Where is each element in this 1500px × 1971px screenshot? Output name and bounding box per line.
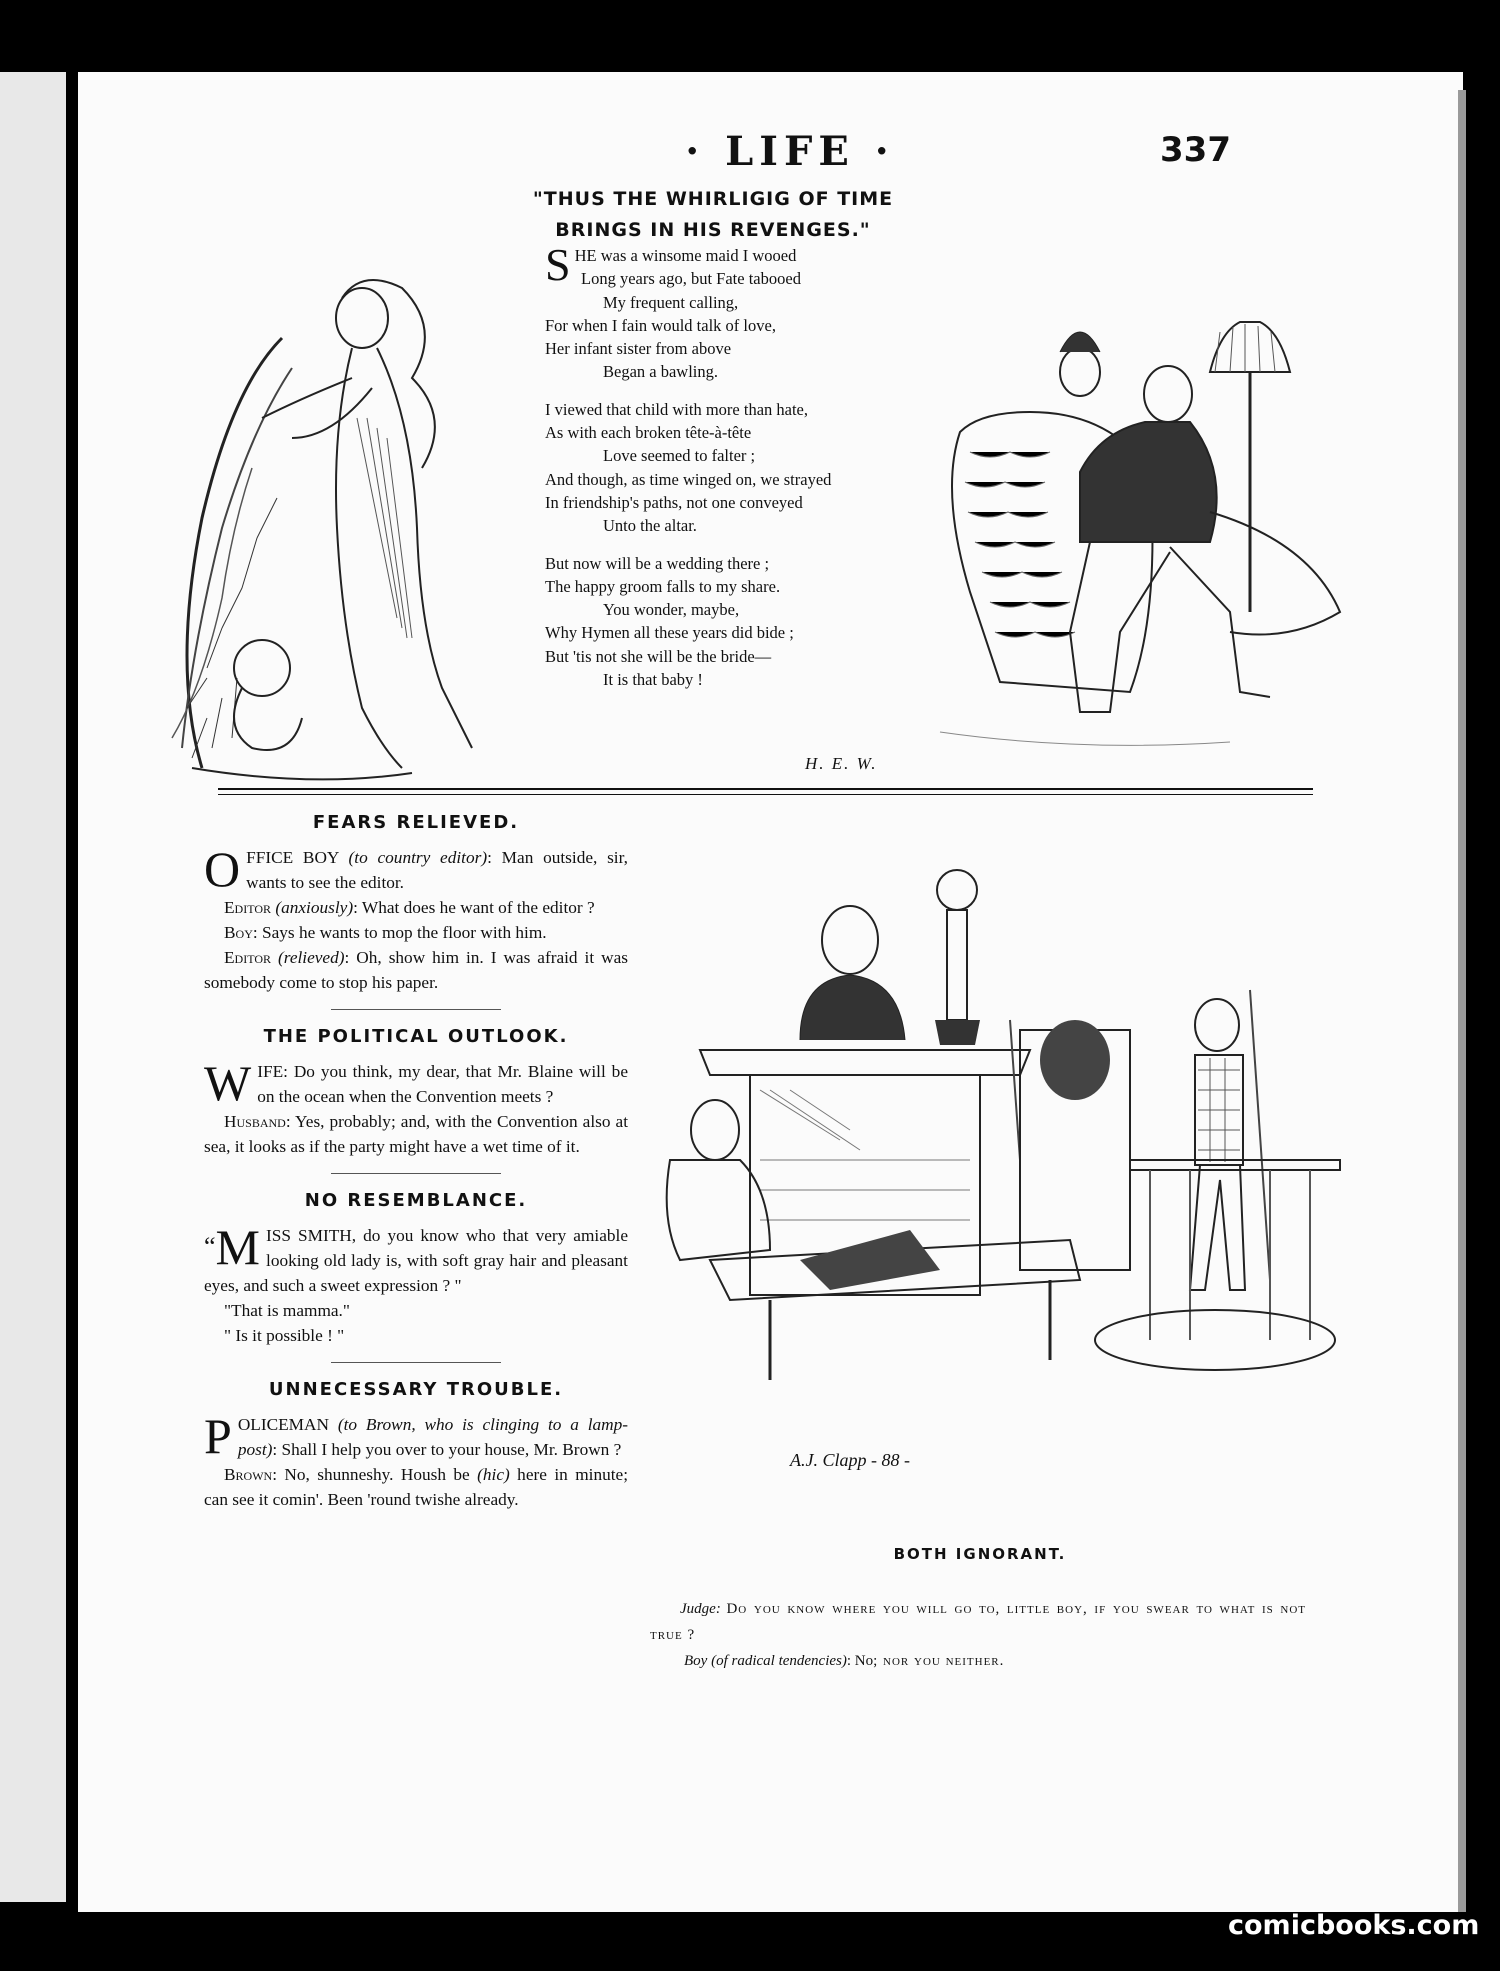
fears-relieved-paragraph: OFFICE BOY (to country editor): Man outside, sir, wants to see the editor.	[204, 841, 628, 897]
poem-line: I viewed that child with more than hate,	[545, 399, 809, 419]
dropcap: W	[204, 1055, 252, 1111]
fears-relieved-heading: FEARS RELIEVED.	[312, 812, 520, 833]
short-divider	[331, 1009, 501, 1010]
political-outlook-paragraph: WIFE: Do you think, my dear, that Mr. Blaine will be on the ocean when the Convention meets ?	[204, 1055, 628, 1111]
illustration-signature: A.J. Clapp - 88 -	[790, 1450, 910, 1470]
poem-title-line-1: "THUS THE WHIRLIGIG OF TIME	[532, 188, 894, 210]
poem-line: Long years ago, but Fate tabooed	[581, 269, 801, 289]
judge-line: Do you know where you will go to, little boy, if you swear to what is not true ?	[650, 1601, 1306, 1643]
unnecessary-trouble-heading: UNNECESSARY TROUBLE.	[268, 1379, 564, 1400]
dropcap: P	[204, 1408, 232, 1464]
poem-line: Unto the altar.	[603, 516, 697, 536]
fears-relieved-paragraph: Boy: Says he wants to mop the floor with him.	[224, 923, 547, 942]
courtroom-illustration	[650, 860, 1350, 1480]
left-text-column	[204, 810, 628, 1512]
short-divider	[331, 1173, 501, 1174]
poem-author: H. E. W.	[805, 754, 878, 773]
poem-line: In friendship's paths, not one conveyed	[545, 492, 803, 512]
poem-line: My frequent calling,	[603, 292, 739, 312]
fears-relieved-paragraph: Editor (relieved): Oh, show him in. I was afraid it was somebody come to stop his paper.	[204, 948, 628, 992]
section-divider-thin	[218, 794, 1313, 795]
caption-body	[650, 1596, 1306, 1674]
no-resemblance-paragraph: " Is it possible ! "	[224, 1326, 345, 1345]
no-resemblance-heading: NO RESEMBLANCE.	[304, 1190, 528, 1211]
boy-line-b: ; nor you neither.	[873, 1653, 1005, 1669]
political-outlook-paragraph: Husband: Yes, probably; and, with the Convention also at sea, it looks as if the party might have a wet time of it.	[204, 1112, 628, 1156]
short-divider	[331, 1362, 501, 1363]
poem-line: HE was a winsome maid I wooed	[574, 246, 797, 265]
poem-body	[545, 239, 925, 691]
poem-line: For when I fain would talk of love,	[545, 315, 776, 335]
unnecessary-trouble-paragraph: POLICEMAN (to Brown, who is clinging to a lamp-post): Shall I help you over to your house, Mr. Brown ?	[204, 1408, 629, 1464]
poem-title-line-2: BRINGS IN HIS REVENGES."	[555, 219, 871, 241]
boy-direction: (of radical tendencies)	[711, 1653, 847, 1669]
political-outlook-heading: THE POLITICAL OUTLOOK.	[263, 1026, 569, 1047]
poem-line: Her infant sister from above	[545, 339, 732, 359]
watermark: comicbooks.com	[1228, 1910, 1480, 1941]
poem-line: But now will be a wedding there ;	[545, 553, 770, 573]
dropcap: “M	[204, 1219, 261, 1275]
masthead-title: · LIFE ·	[685, 128, 895, 175]
page-number: 337	[1160, 130, 1231, 170]
caption-title: BOTH IGNORANT.	[893, 1545, 1067, 1563]
boy-speaker: Boy	[684, 1653, 708, 1669]
poem-line: Why Hymen all these years did bide ;	[545, 623, 794, 643]
fears-relieved-paragraph: Editor (anxiously): What does he want of the editor ?	[224, 898, 595, 917]
no-resemblance-paragraph: "That is mamma."	[224, 1301, 350, 1320]
unnecessary-trouble-paragraph: Brown: No, shunneshy. Housh be (hic) here in minute; can see it comin'. Been 'round twishe already.	[204, 1465, 628, 1509]
no-resemblance-paragraph: “M ISS SMITH, do you know who that very amiable looking old lady is, with soft gray hair and pleasant eyes, and such a sweet expression ? "	[204, 1219, 628, 1295]
poem-line: The happy groom falls to my share.	[545, 576, 781, 596]
poem-line: You wonder, maybe,	[603, 600, 740, 620]
poem-line: As with each broken tête-à-tête	[545, 423, 752, 443]
section-divider	[218, 788, 1313, 790]
boy-line-a: : No	[846, 1653, 874, 1669]
dropcap: O	[204, 841, 241, 897]
couple-on-chair-illustration	[930, 312, 1350, 752]
page-shadow-edge	[1458, 90, 1466, 1912]
poem-title	[478, 184, 948, 246]
poem-line: Love seemed to falter ;	[603, 446, 756, 466]
poem-line: It is that baby !	[603, 670, 703, 690]
adjacent-page-edge	[0, 72, 66, 1902]
poem-line: But 'tis not she will be the bride—	[545, 646, 772, 666]
judge-speaker: Judge:	[680, 1601, 721, 1617]
poem-dropcap: S	[545, 239, 571, 290]
poem-line: And though, as time winged on, we strayed	[545, 469, 832, 489]
poem-line: Began a bawling.	[603, 362, 719, 382]
woman-and-baby-illustration	[162, 268, 507, 788]
